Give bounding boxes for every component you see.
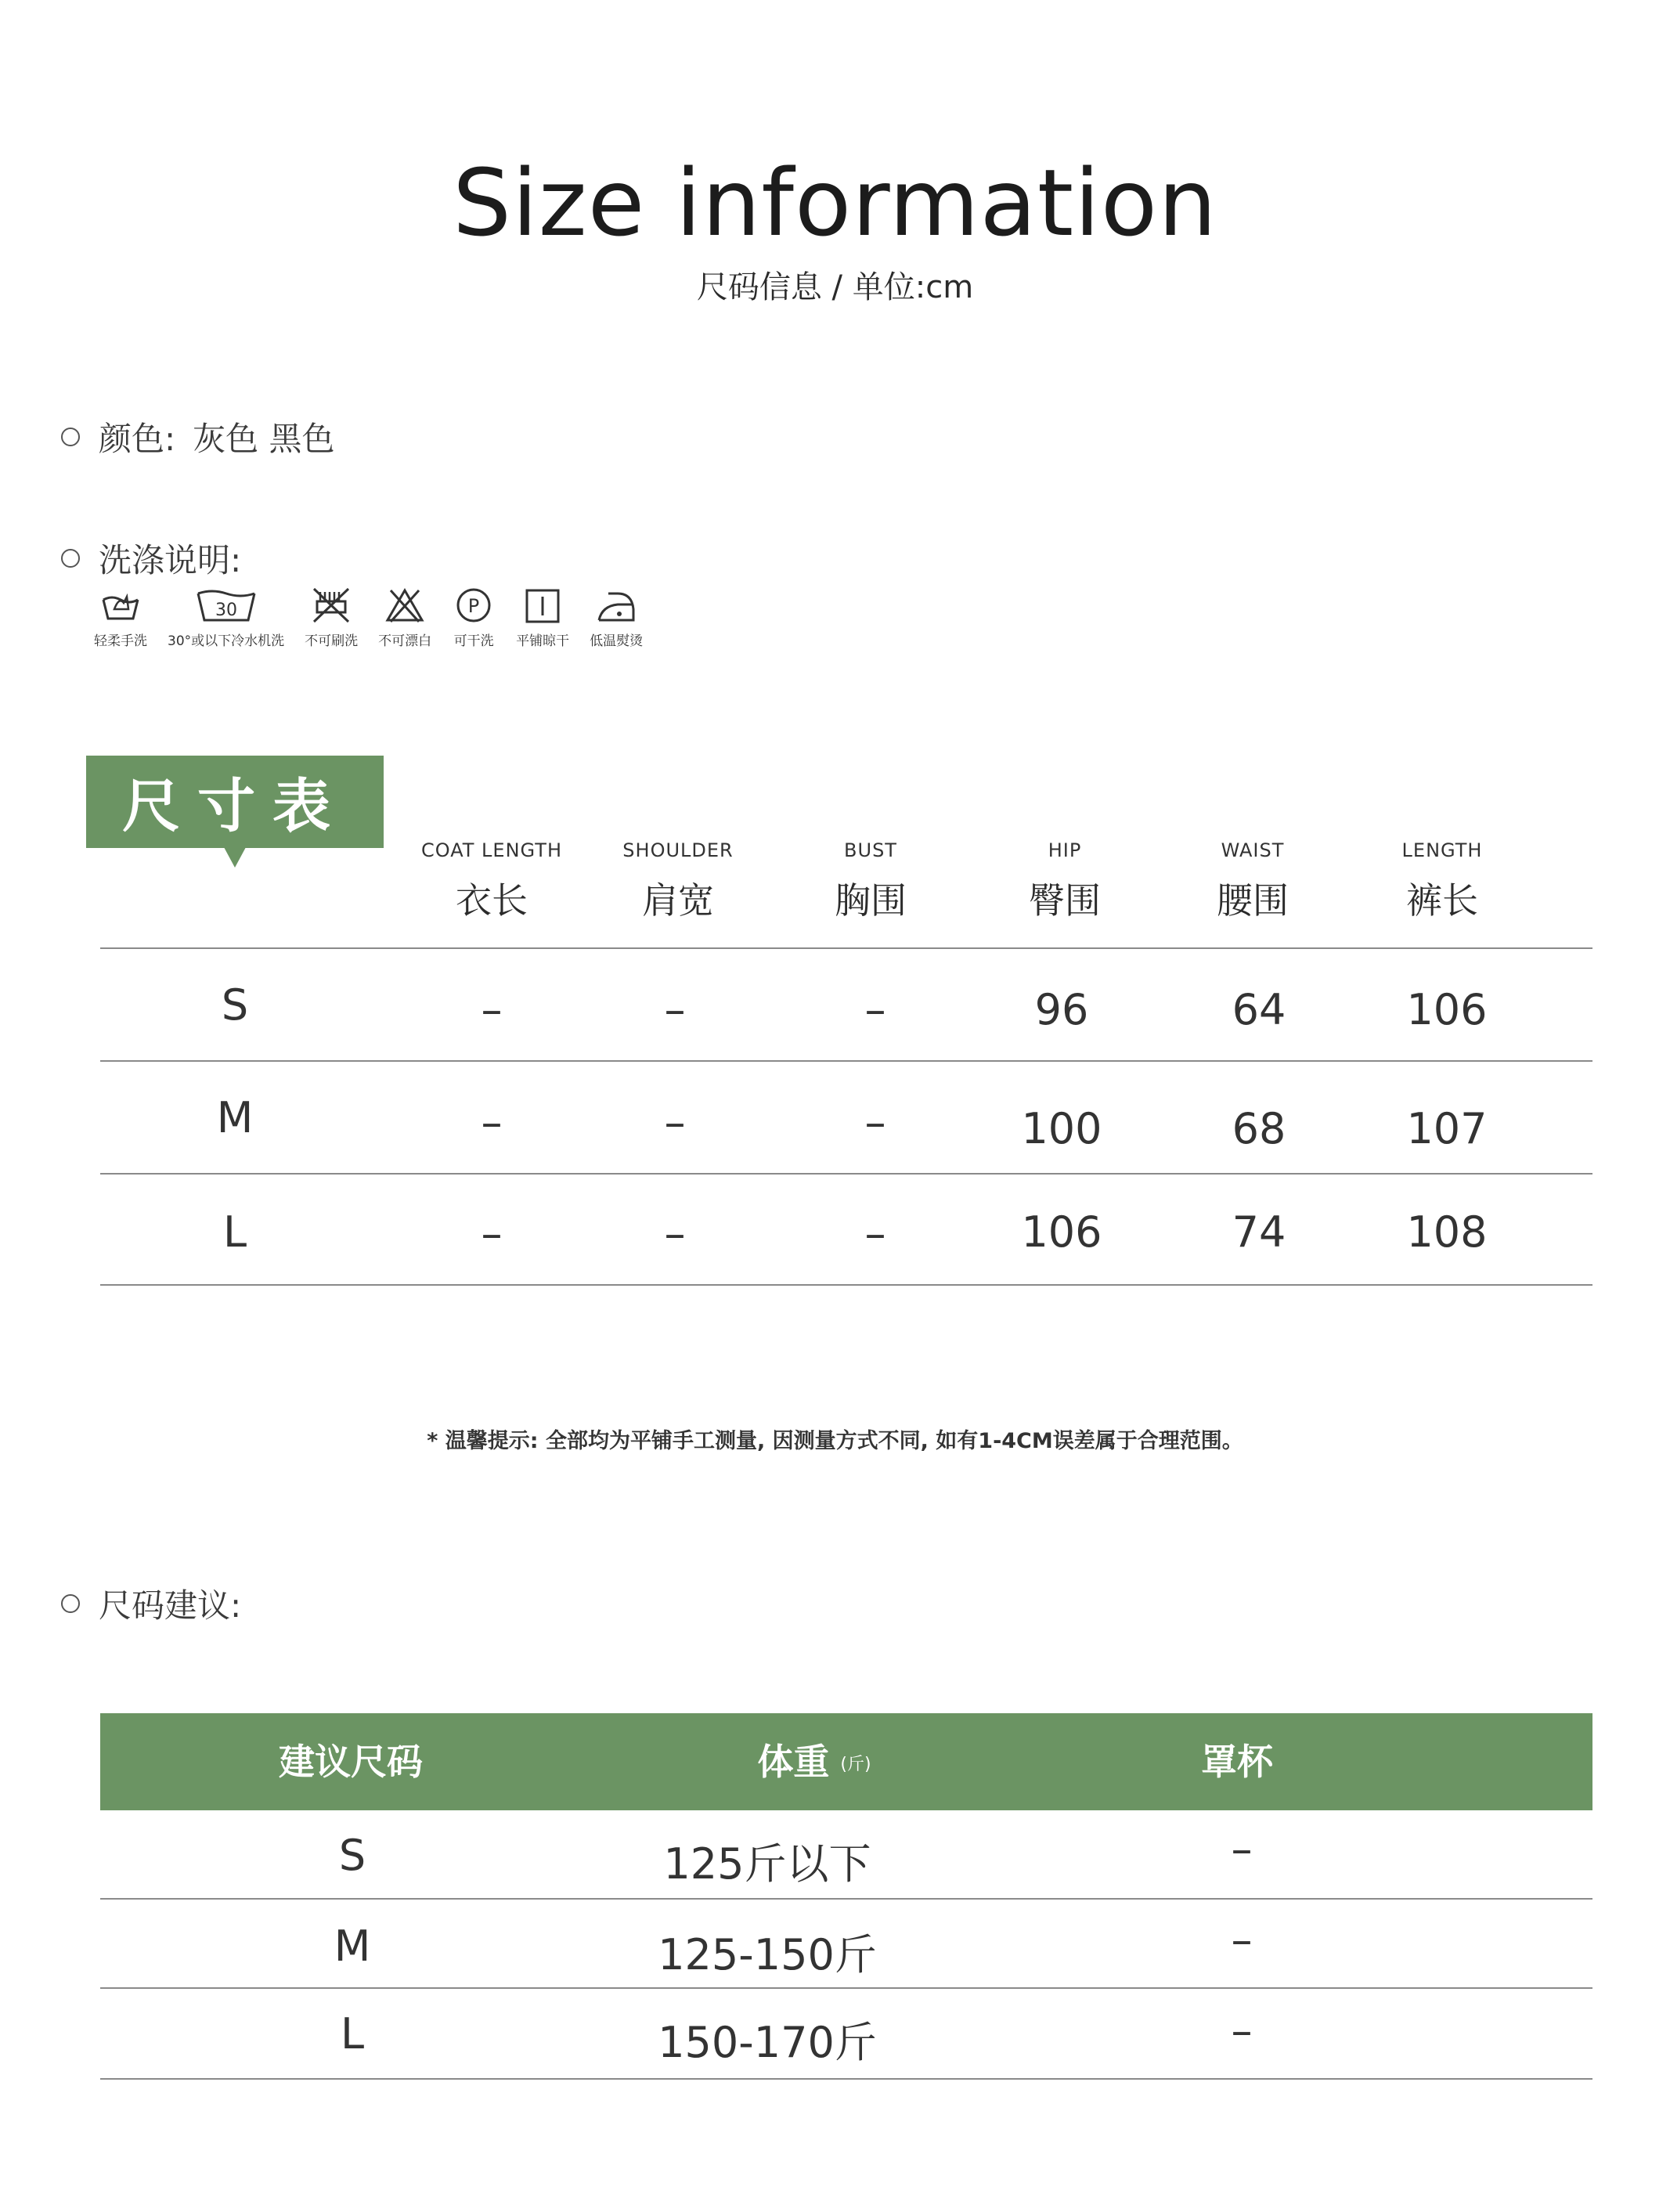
rec-header-weight-label: 体重 bbox=[757, 1741, 830, 1783]
table-cell: 74 bbox=[1232, 1207, 1286, 1257]
table-cell: – bbox=[864, 985, 886, 1034]
hand-wash-icon bbox=[99, 586, 142, 625]
size-row-label: M bbox=[216, 1093, 254, 1142]
care-section bbox=[61, 535, 241, 582]
care-item-label: 低温熨烫 bbox=[590, 633, 644, 649]
column-header-en: HIP bbox=[1048, 839, 1082, 861]
table-cell: 68 bbox=[1232, 1104, 1286, 1153]
low-iron-icon bbox=[594, 586, 638, 625]
care-item-label: 轻柔手洗 bbox=[94, 633, 147, 649]
bullet-circle-icon bbox=[61, 1594, 80, 1613]
column-header-cn: 肩宽 bbox=[642, 879, 714, 922]
care-label: 洗涤说明: bbox=[99, 541, 242, 579]
rec-size: L bbox=[340, 2009, 365, 2059]
care-item-dry-clean bbox=[452, 586, 496, 649]
rec-header-cup: 罩杯 bbox=[1201, 1741, 1273, 1783]
column-header-en: LENGTH bbox=[1401, 839, 1483, 861]
table-divider bbox=[100, 1284, 1592, 1286]
page-subtitle: 尺码信息 / 单位:cm bbox=[696, 269, 974, 305]
rec-header-weight bbox=[611, 1713, 1018, 1810]
page-title: Size information bbox=[453, 149, 1217, 257]
table-cell: 108 bbox=[1406, 1207, 1488, 1257]
column-header-cn: 腰围 bbox=[1217, 879, 1289, 922]
color-label: 颜色: bbox=[99, 420, 176, 458]
no-brush-icon bbox=[309, 586, 353, 625]
care-item-no-brush bbox=[305, 586, 358, 649]
recommend-section bbox=[61, 1580, 241, 1627]
care-item-hand-wash bbox=[94, 586, 147, 649]
care-item-label: 不可刷洗 bbox=[305, 633, 359, 649]
table-cell: – bbox=[864, 1209, 886, 1258]
care-item-label: 平铺晾干 bbox=[516, 633, 570, 649]
care-icons-row bbox=[94, 586, 663, 649]
table-divider bbox=[100, 2078, 1592, 2080]
care-item-label: 不可漂白 bbox=[378, 633, 432, 649]
rec-header-size: 建议尺码 bbox=[279, 1741, 423, 1783]
bullet-circle-icon bbox=[61, 428, 80, 446]
table-divider bbox=[100, 1060, 1592, 1062]
flat-dry-shade-icon bbox=[521, 586, 564, 625]
no-bleach-icon bbox=[383, 586, 427, 625]
table-cell: – bbox=[481, 1098, 503, 1147]
rec-header-weight-unit: (斤) bbox=[840, 1754, 871, 1774]
color-section bbox=[61, 413, 335, 460]
column-header-coat-length bbox=[413, 839, 570, 924]
column-header-shoulder bbox=[600, 839, 756, 924]
table-cell: 100 bbox=[1021, 1104, 1102, 1153]
table-cell: 106 bbox=[1406, 985, 1488, 1034]
table-cell: – bbox=[664, 985, 686, 1034]
column-header-en: WAIST bbox=[1221, 839, 1285, 861]
color-value: 灰色 黑色 bbox=[193, 420, 335, 458]
column-header-en: COAT LENGTH bbox=[420, 839, 562, 861]
care-item-label: 可干洗 bbox=[453, 633, 494, 649]
rec-weight: 125-150斤 bbox=[658, 1930, 877, 1979]
column-header-bust bbox=[792, 839, 949, 924]
rec-weight: 150-170斤 bbox=[658, 2018, 877, 2067]
care-item-wash-30 bbox=[168, 586, 284, 649]
rec-weight: 125斤以下 bbox=[663, 1839, 871, 1889]
table-cell: – bbox=[864, 1098, 886, 1147]
column-header-cn: 臀围 bbox=[1029, 879, 1101, 922]
column-header-length bbox=[1364, 839, 1520, 924]
table-divider bbox=[100, 1987, 1592, 1989]
column-header-en: BUST bbox=[844, 839, 897, 861]
recommend-label: 尺码建议: bbox=[99, 1586, 242, 1625]
column-header-hip bbox=[986, 839, 1143, 924]
size-row-label: S bbox=[221, 980, 249, 1030]
care-item-label: 30°或以下冷水机洗 bbox=[168, 633, 285, 649]
table-divider bbox=[100, 1173, 1592, 1175]
measurement-note: * 温馨提示: 全部均为平铺手工测量, 因测量方式不同, 如有1-4CM误差属于合理范围。 bbox=[427, 1429, 1243, 1453]
care-item-flat-dry bbox=[516, 586, 569, 649]
rec-cup: – bbox=[1231, 1915, 1253, 1965]
table-cell: – bbox=[664, 1209, 686, 1258]
size-row-label: L bbox=[222, 1207, 247, 1257]
column-header-cn: 裤长 bbox=[1406, 879, 1478, 922]
rec-size: M bbox=[334, 1922, 371, 1971]
wash-30-icon bbox=[195, 586, 258, 625]
wash-30-text: 30 bbox=[215, 601, 237, 620]
table-divider bbox=[100, 1898, 1592, 1900]
table-divider bbox=[100, 947, 1592, 949]
column-header-cn: 胸围 bbox=[835, 879, 907, 922]
care-item-no-bleach bbox=[378, 586, 431, 649]
rec-cup: – bbox=[1231, 2006, 1253, 2055]
column-header-cn: 衣长 bbox=[456, 879, 528, 922]
size-chart-badge: 尺寸表 bbox=[86, 756, 384, 848]
table-cell: 107 bbox=[1406, 1104, 1488, 1153]
table-cell: 106 bbox=[1021, 1207, 1102, 1257]
column-header-waist bbox=[1174, 839, 1331, 924]
care-item-low-iron bbox=[590, 586, 643, 649]
table-cell: – bbox=[481, 1209, 503, 1258]
badge-pointer bbox=[224, 847, 246, 868]
table-cell: – bbox=[481, 985, 503, 1034]
dry-clean-text: P bbox=[467, 595, 480, 617]
bullet-circle-icon bbox=[61, 549, 80, 568]
table-cell: 64 bbox=[1232, 985, 1286, 1034]
column-header-en: SHOULDER bbox=[622, 839, 734, 861]
table-cell: – bbox=[664, 1098, 686, 1147]
rec-size: S bbox=[338, 1831, 366, 1880]
dry-clean-icon bbox=[452, 586, 496, 625]
table-cell: 96 bbox=[1034, 985, 1089, 1034]
rec-cup: – bbox=[1231, 1824, 1253, 1874]
